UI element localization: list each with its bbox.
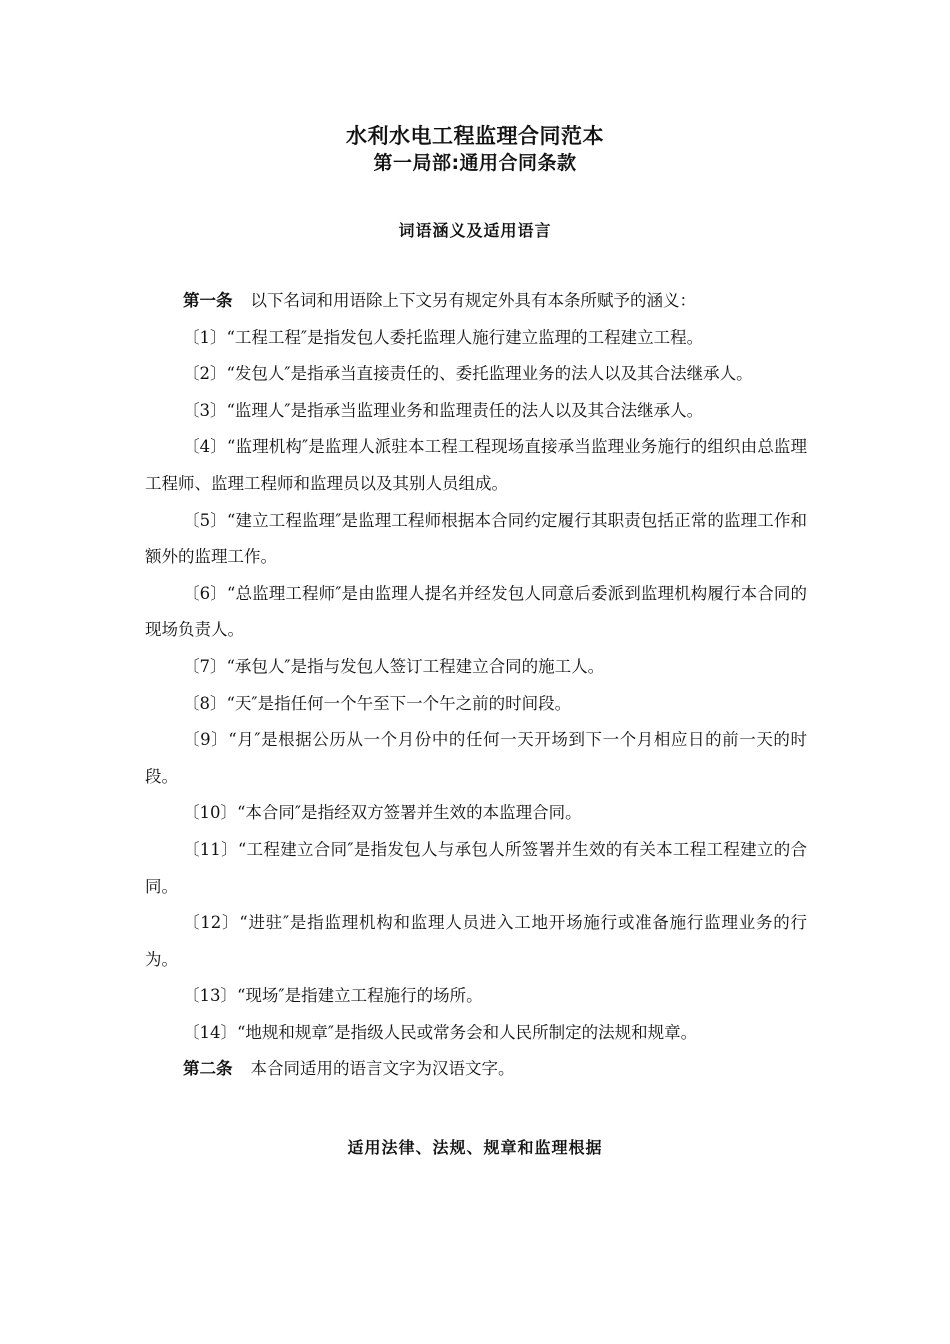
definition-item: 〔8〕“天″是指任何一个午至下一个午之前的时间段。 [183,693,572,713]
definition-item: 〔12〕“进驻″是指监理机构和监理人员进入工地开场施行或准备施行监理业务的行为。 [145,913,807,969]
article-2-label: 第二条 [183,1059,233,1079]
definition-item: 〔2〕“发包人″是指承当直接责任的、委托监理业务的法人以及其合法继承人。 [183,364,753,384]
document-subtitle: 第一局部:通用合同条款 [373,152,577,174]
definition-item: 〔5〕“建立工程监理″是监理工程师根据本合同约定履行其职责包括正常的监理工作和额外的监理工作。 [145,510,807,567]
definition-item: 〔7〕“承包人″是指与发包人签订工程建立合同的施工人。 [183,656,605,676]
definition-item: 〔1〕“工程工程″是指发包人委托监理人施行建立监理的工程建立工程。 [183,327,704,347]
definition-item: 〔4〕“监理机构″是监理人派驻本工程工程现场直接承当监理业务施行的组织由总监理工程师、监理工程师和监理员以及其别人员组成。 [145,437,807,493]
section-heading-terms: 词语涵义及适用语言 [398,221,552,240]
section-heading-laws: 适用法律、法规、规章和监理根据 [347,1138,603,1157]
definition-item: 〔13〕“现场″是指建立工程施行的场所。 [183,986,483,1006]
definition-item: 〔9〕“月″是根据公历从一个月份中的任何一天开场到下一个月相应日的前一天的时段。 [145,730,807,786]
definition-item: 〔3〕“监理人″是指承当监理业务和监理责任的法人以及其合法继承人。 [183,400,704,420]
definition-item: 〔6〕“总监理工程师″是由监理人提名并经发包人同意后委派到监理机构履行本合同的现场负责人。 [145,583,807,640]
article-1-label: 第一条 [183,291,233,310]
document-body [145,283,807,1088]
article-1-text: 以下名词和用语除上下文另有规定外具有本条所赋予的涵义： [250,291,696,310]
definition-item: 〔14〕“地规和规章″是指级人民或常务会和人民所制定的法规和规章。 [183,1022,698,1042]
definition-item: 〔11〕“工程建立合同″是指发包人与承包人所签署并生效的有关本工程工程建立的合同。 [145,839,807,896]
article-1 [145,283,807,320]
definition-item: 〔10〕“本合同″是指经双方签署并生效的本监理合同。 [183,803,582,823]
article-2-text: 本合同适用的语言文字为汉语文字。 [250,1059,515,1079]
document-title: 水利水电工程监理合同范本 [346,124,604,148]
article-2 [145,1051,807,1088]
